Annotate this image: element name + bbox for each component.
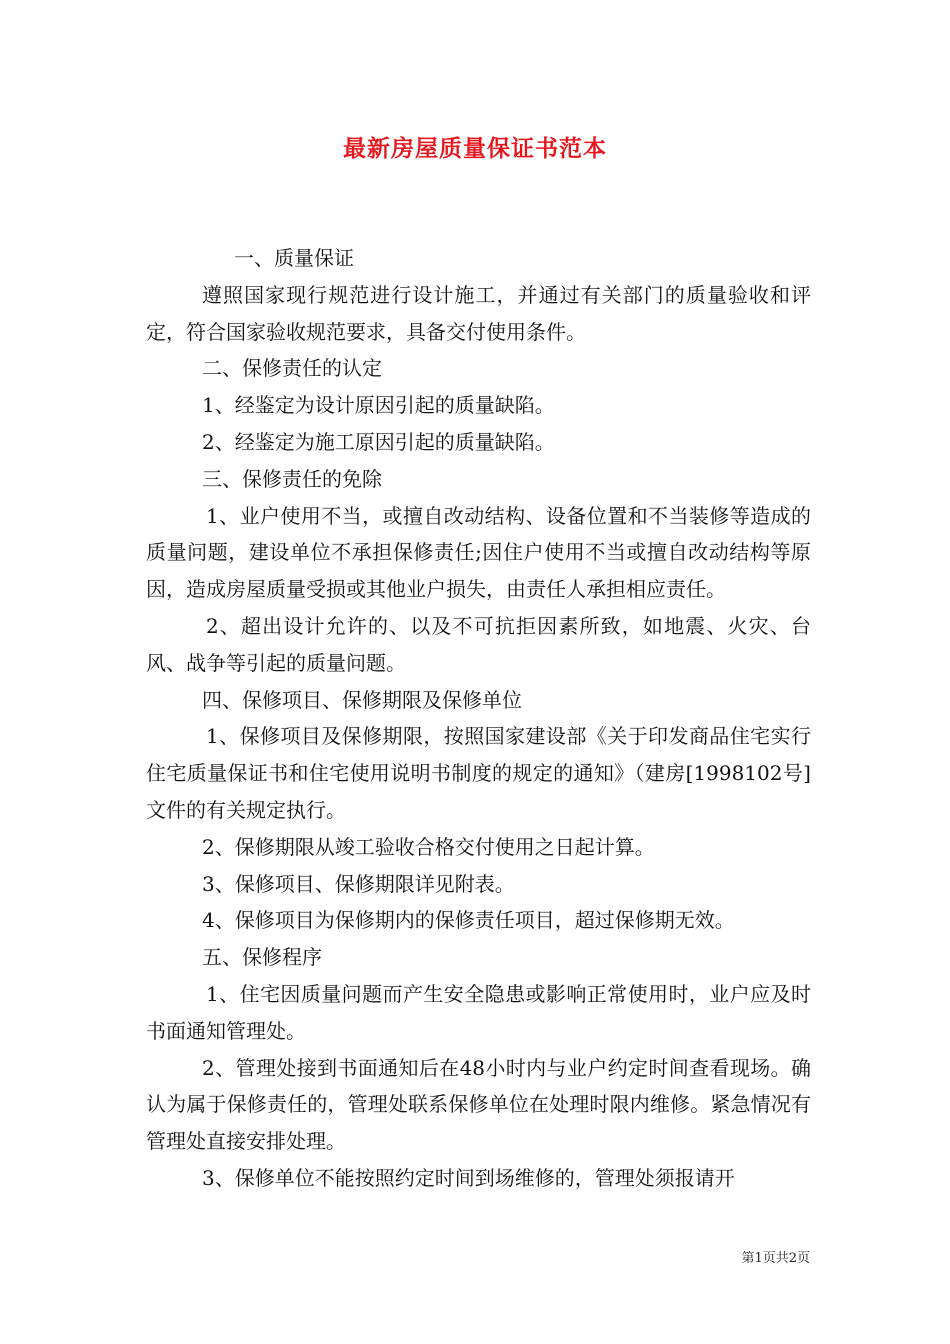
list-item: 1、保修项目及保修期限，按照国家建设部《关于印发商品住宅实行住宅质量保证书和住宅使用说明书制度的规定的通知》（建房[1998102号]文件的有关规定执行。 <box>146 724 811 822</box>
list-item: 1、住宅因质量问题而产生安全隐患或影响正常使用时，业户应及时书面通知管理处。 <box>146 981 811 1043</box>
list-item: 2、经鉴定为施工原因引起的质量缺陷。 <box>202 429 555 454</box>
paragraph: 遵照国家现行规范进行设计施工，并通过有关部门的质量验收和评定，符合国家验收规范要求，具备交付使用条件。 <box>146 282 811 344</box>
list-item: 2、保修期限从竣工验收合格交付使用之日起计算。 <box>202 834 655 859</box>
list-item: 1、业户使用不当，或擅自改动结构、设备位置和不当装修等造成的质量问题，建设单位不承担保修责任;因住户使用不当或擅自改动结构等原因，造成房屋质量受损或其他业户损失，由责任人承担相应责任。 <box>146 503 811 602</box>
list-item: 4、保修项目为保修期内的保修责任项目，超过保修期无效。 <box>202 908 735 933</box>
section-heading-warranty-items: 四、保修项目、保修期限及保修单位 <box>202 687 522 712</box>
section-heading-quality-guarantee: 一、质量保证 <box>234 246 354 270</box>
list-item: 3、保修项目、保修期限详见附表。 <box>202 871 515 896</box>
list-item: 1、经鉴定为设计原因引起的质量缺陷。 <box>202 393 555 418</box>
document-body <box>146 240 811 1197</box>
list-item: 3、保修单位不能按照约定时间到场维修的，管理处须报请开 <box>202 1165 735 1190</box>
page-number: 第1页共2页 <box>741 1251 810 1266</box>
list-item: 2、管理处接到书面通知后在48小时内与业户约定时间查看现场。确认为属于保修责任的，管理处联系保修单位在处理时限内维修。紧急情况有管理处直接安排处理。 <box>146 1055 811 1154</box>
section-heading-warranty-exemption: 三、保修责任的免除 <box>202 466 382 491</box>
document-title: 最新房屋质量保证书范本 <box>343 136 607 162</box>
section-heading-warranty-procedure: 五、保修程序 <box>202 945 322 970</box>
section-heading-warranty-responsibility: 二、保修责任的认定 <box>202 356 382 381</box>
list-item: 2、超出设计允许的、以及不可抗拒因素所致，如地震、火灾、台风、战争等引起的质量问题。 <box>146 613 811 675</box>
